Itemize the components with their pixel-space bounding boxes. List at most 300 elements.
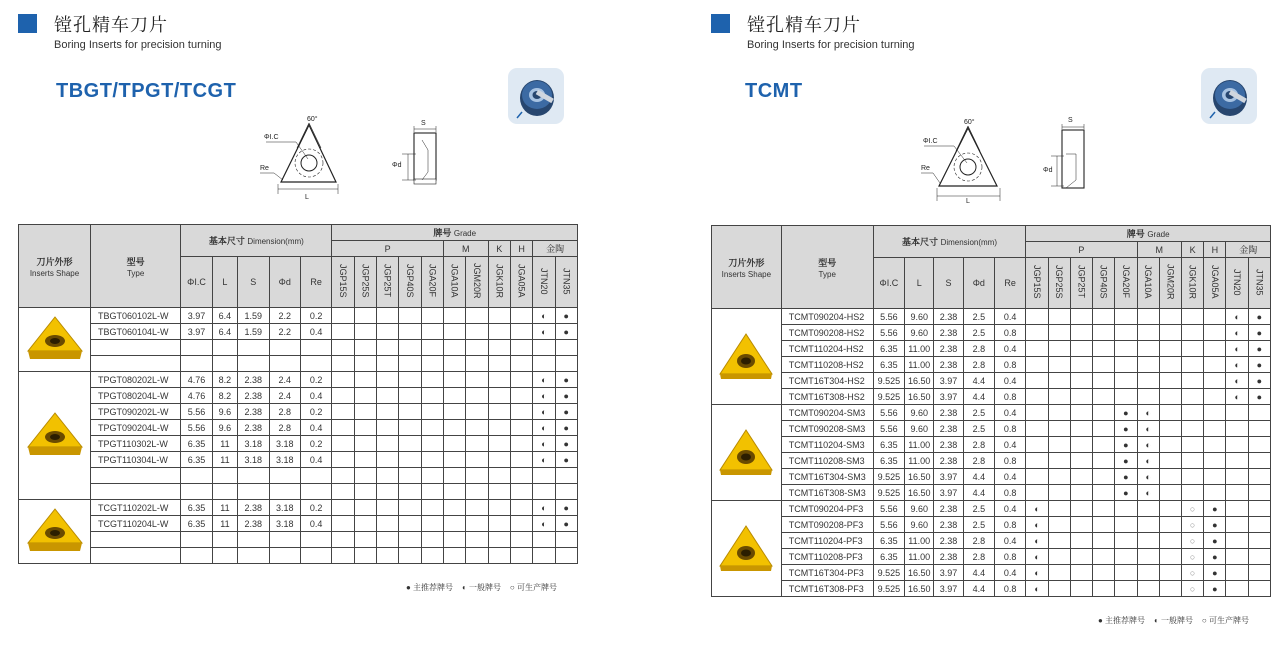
- grade-cell: [354, 404, 376, 420]
- d-cell: 2.5: [963, 421, 994, 437]
- s-cell: 2.38: [934, 517, 963, 533]
- grade-cell: [533, 484, 555, 500]
- ic-label: ΦI.C: [264, 134, 279, 141]
- grade-cell: [533, 388, 555, 404]
- grade-cell: [399, 500, 421, 516]
- grade-mark-avail: ○: [1189, 567, 1196, 578]
- grade-mark-rec: ●: [1256, 327, 1263, 338]
- table-row: [712, 469, 1271, 485]
- ic-cell: 6.35: [873, 549, 904, 565]
- l-cell: 11: [212, 436, 237, 452]
- grade-cell: [1159, 469, 1181, 485]
- s-cell: 3.97: [934, 373, 963, 389]
- header-grade: [1026, 226, 1271, 242]
- grade-mark-gen: ◐: [541, 326, 547, 337]
- grade-cell: [1226, 309, 1248, 325]
- grade-cell: [1248, 325, 1270, 341]
- table-row: [712, 421, 1271, 437]
- grade-cell: [1093, 437, 1115, 453]
- grade-cell: [1248, 581, 1270, 597]
- grade-mark-gen: ◐: [1145, 455, 1151, 466]
- d-cell: 2.8: [963, 549, 994, 565]
- grade-cell: [1159, 517, 1181, 533]
- grade-cell: [1226, 453, 1248, 469]
- grade-cell: [1181, 485, 1203, 501]
- d-cell: [269, 484, 300, 500]
- s-cell: 3.97: [934, 389, 963, 405]
- d-cell: 4.4: [963, 389, 994, 405]
- grade-cell: [466, 548, 488, 564]
- grade-cell: [332, 532, 354, 548]
- header-type: [781, 226, 873, 309]
- dim-header-3: Φd: [963, 258, 994, 309]
- table-row: [712, 357, 1271, 373]
- left-catalog-page: [18, 0, 578, 648]
- grade-mark-rec: ●: [1123, 455, 1129, 466]
- grade-cell: [1248, 549, 1270, 565]
- table-row: [19, 388, 578, 404]
- re-cell: 0.8: [995, 421, 1026, 437]
- grade-cell: [533, 372, 555, 388]
- grade-cell: [1048, 405, 1070, 421]
- type-cell: TCMT110204-HS2: [781, 341, 873, 357]
- grade-cell: [1048, 357, 1070, 373]
- grade-cell: [1204, 565, 1226, 581]
- s-cell: 1.59: [238, 308, 269, 324]
- grade-cell: [399, 532, 421, 548]
- grade-cell: [443, 468, 465, 484]
- dim-header-0: ΦI.C: [181, 257, 212, 308]
- right-catalog-page: [711, 0, 1271, 648]
- grade-header-jgp25t: [1070, 258, 1092, 309]
- grade-header-jga20f: [421, 257, 443, 308]
- grade-cell: [1159, 373, 1181, 389]
- grade-mark-rec: ●: [563, 438, 569, 449]
- grade-group-4: 金陶: [1226, 242, 1271, 258]
- grade-mark-gen: ◐: [1145, 471, 1151, 482]
- d-cell: 4.4: [963, 565, 994, 581]
- grade-cell: [1137, 549, 1159, 565]
- l-cell: [212, 468, 237, 484]
- type-cell: TCMT16T308-PF3: [781, 581, 873, 597]
- grade-cell: [510, 436, 532, 452]
- grade-cell: [332, 516, 354, 532]
- grade-mark-gen: ◐: [1034, 551, 1040, 562]
- grade-header-jtn35: [1248, 258, 1270, 309]
- grade-label: JTN35: [1254, 268, 1265, 296]
- grade-cell: [1026, 517, 1048, 533]
- grade-mark-avail: ○: [1189, 583, 1196, 594]
- grade-cell: [332, 484, 354, 500]
- l-cell: 11.00: [905, 357, 934, 373]
- grade-cell: [1070, 565, 1092, 581]
- grade-cell: [1137, 469, 1159, 485]
- grade-cell: [421, 324, 443, 340]
- s-cell: 3.97: [934, 565, 963, 581]
- grade-cell: [533, 340, 555, 356]
- grade-cell: [555, 404, 577, 420]
- grade-cell: [1115, 501, 1137, 517]
- grade-cell: [377, 500, 399, 516]
- l-cell: 11: [212, 452, 237, 468]
- ic-cell: 6.35: [181, 516, 212, 532]
- grade-mark-avail: ○: [1189, 503, 1196, 514]
- grade-cell: [443, 436, 465, 452]
- grade-cell: [533, 308, 555, 324]
- grade-cell: [377, 452, 399, 468]
- grade-cell: [354, 500, 376, 516]
- grade-mark-gen: ◐: [1034, 567, 1040, 578]
- grade-mark-rec: ●: [1256, 375, 1263, 386]
- grade-mark-rec: ●: [1212, 583, 1218, 594]
- grade-cell: [488, 324, 510, 340]
- grade-cell: [1093, 421, 1115, 437]
- ic-cell: 9.525: [873, 389, 904, 405]
- l-cell: 11.00: [905, 453, 934, 469]
- grade-cell: [1093, 549, 1115, 565]
- table-row: [19, 452, 578, 468]
- grade-cell: [1048, 549, 1070, 565]
- type-cell: [91, 548, 181, 564]
- s-cell: 2.38: [934, 325, 963, 341]
- ic-cell: 6.35: [181, 436, 212, 452]
- grade-cell: [1048, 421, 1070, 437]
- table-row: [19, 340, 578, 356]
- grade-cell: [466, 404, 488, 420]
- legend-recommended: ● 主推荐牌号: [406, 583, 454, 592]
- s-cell: 2.38: [238, 420, 269, 436]
- ic-cell: 9.525: [873, 485, 904, 501]
- grade-cell: [1181, 341, 1203, 357]
- grade-cell: [332, 468, 354, 484]
- table-row: [19, 548, 578, 564]
- legend-recommended: ● 主推荐牌号: [1098, 616, 1146, 625]
- grade-cell: [1181, 517, 1203, 533]
- table-row: [19, 484, 578, 500]
- angle-label: 60°: [307, 116, 318, 123]
- s-cell: 2.38: [238, 388, 269, 404]
- grade-cell: [1115, 565, 1137, 581]
- table-row: [19, 436, 578, 452]
- grade-cell: [1093, 341, 1115, 357]
- grade-cell: [1026, 405, 1048, 421]
- dim-header-2: S: [238, 257, 269, 308]
- grade-cell: [1159, 405, 1181, 421]
- grade-cell: [1204, 421, 1226, 437]
- grade-cell: [332, 420, 354, 436]
- table-row: [712, 405, 1271, 421]
- grade-cell: [1181, 309, 1203, 325]
- d-cell: 3.18: [269, 500, 300, 516]
- grade-mark-gen: ◐: [1034, 535, 1040, 546]
- grade-label: JGP40S: [405, 264, 415, 298]
- grade-cell: [1026, 501, 1048, 517]
- grade-cell: [1159, 309, 1181, 325]
- header-type-en: Type: [818, 269, 836, 279]
- re-cell: [300, 532, 331, 548]
- grade-cell: [1115, 453, 1137, 469]
- ic-cell: 5.56: [873, 309, 904, 325]
- grade-header-jga10a: [1137, 258, 1159, 309]
- re-cell: 0.4: [995, 437, 1026, 453]
- type-cell: [91, 484, 181, 500]
- d-cell: 4.4: [963, 581, 994, 597]
- grade-cell: [1159, 501, 1181, 517]
- header-dimension-cn: 基本尺寸: [208, 236, 245, 246]
- legend: [1098, 615, 1249, 626]
- l-cell: 6.4: [212, 308, 237, 324]
- grade-cell: [1115, 325, 1137, 341]
- grade-cell: [1093, 501, 1115, 517]
- grade-cell: [399, 356, 421, 372]
- header-grade-cn: 牌号: [433, 228, 452, 238]
- ic-cell: 5.56: [181, 420, 212, 436]
- ic-cell: 6.35: [873, 357, 904, 373]
- grade-cell: [510, 452, 532, 468]
- grade-cell: [1226, 501, 1248, 517]
- grade-cell: [1181, 565, 1203, 581]
- grade-cell: [354, 452, 376, 468]
- d-label: Φd: [392, 162, 402, 169]
- grade-cell: [1248, 565, 1270, 581]
- header-grade-cn: 牌号: [1126, 229, 1145, 239]
- grade-cell: [421, 484, 443, 500]
- grade-header-jgp25t: [377, 257, 399, 308]
- s-cell: 3.18: [238, 452, 269, 468]
- grade-cell: [443, 388, 465, 404]
- grade-mark-gen: ◐: [1145, 487, 1151, 498]
- l-cell: 11.00: [905, 533, 934, 549]
- table-row: [712, 517, 1271, 533]
- d-cell: [269, 468, 300, 484]
- grade-cell: [1026, 453, 1048, 469]
- grade-cell: [1115, 469, 1137, 485]
- insert-shape-cell: [19, 500, 91, 564]
- grade-cell: [1226, 549, 1248, 565]
- grade-cell: [466, 452, 488, 468]
- grade-cell: [1093, 405, 1115, 421]
- grade-cell: [1204, 437, 1226, 453]
- grade-group-2: K: [1181, 242, 1203, 258]
- grade-cell: [377, 436, 399, 452]
- grade-cell: [1070, 373, 1092, 389]
- grade-cell: [1026, 565, 1048, 581]
- legend: [406, 582, 557, 593]
- grade-cell: [488, 548, 510, 564]
- grade-cell: [1137, 373, 1159, 389]
- grade-cell: [488, 388, 510, 404]
- grade-mark-rec: ●: [563, 310, 569, 321]
- dim-header-4: Re: [995, 258, 1026, 309]
- grade-cell: [1093, 389, 1115, 405]
- grade-cell: [555, 532, 577, 548]
- grade-cell: [443, 324, 465, 340]
- grade-group-4: 金陶: [533, 241, 578, 257]
- ic-cell: 4.76: [181, 372, 212, 388]
- grade-cell: [488, 404, 510, 420]
- grade-cell: [510, 548, 532, 564]
- s-cell: [238, 468, 269, 484]
- grade-cell: [1137, 533, 1159, 549]
- grade-cell: [443, 356, 465, 372]
- header-dimension-cn: 基本尺寸: [902, 237, 939, 247]
- grade-header-jgk10r: [488, 257, 510, 308]
- grade-cell: [1248, 453, 1270, 469]
- insert-dimension-diagram: [250, 110, 450, 204]
- grade-cell: [1115, 533, 1137, 549]
- grade-cell: [510, 372, 532, 388]
- grade-header-jga05a: [510, 257, 532, 308]
- l-cell: 9.60: [905, 309, 934, 325]
- grade-cell: [1070, 405, 1092, 421]
- type-cell: TCMT110204-SM3: [781, 437, 873, 453]
- grade-cell: [488, 452, 510, 468]
- type-cell: TCMT110208-HS2: [781, 357, 873, 373]
- grade-cell: [466, 308, 488, 324]
- l-cell: 16.50: [905, 373, 934, 389]
- grade-cell: [1204, 501, 1226, 517]
- grade-cell: [1181, 533, 1203, 549]
- table-row: [19, 372, 578, 388]
- l-cell: 9.60: [905, 421, 934, 437]
- grade-cell: [1248, 405, 1270, 421]
- header-dimension: [873, 226, 1026, 258]
- grade-cell: [1248, 373, 1270, 389]
- grade-cell: [1181, 501, 1203, 517]
- grade-cell: [466, 420, 488, 436]
- s-cell: 2.38: [238, 516, 269, 532]
- grade-cell: [1115, 357, 1137, 373]
- grade-cell: [354, 468, 376, 484]
- grade-header-jtn35: [555, 257, 577, 308]
- grade-mark-gen: ◐: [1234, 375, 1240, 386]
- grade-cell: [1159, 389, 1181, 405]
- grade-cell: [1226, 581, 1248, 597]
- l-cell: [212, 532, 237, 548]
- grade-cell: [1226, 533, 1248, 549]
- grade-cell: [354, 324, 376, 340]
- grade-cell: [421, 356, 443, 372]
- grade-mark-rec: ●: [1256, 391, 1263, 402]
- type-cell: TCMT110208-SM3: [781, 453, 873, 469]
- grade-mark-rec: ●: [1123, 487, 1129, 498]
- s-cell: 2.38: [934, 437, 963, 453]
- grade-cell: [488, 516, 510, 532]
- grade-cell: [332, 388, 354, 404]
- grade-cell: [533, 452, 555, 468]
- grade-group-0: P: [1026, 242, 1137, 258]
- grade-cell: [510, 388, 532, 404]
- type-cell: TCMT16T308-SM3: [781, 485, 873, 501]
- s-cell: 2.38: [934, 549, 963, 565]
- l-cell: 11.00: [905, 437, 934, 453]
- grade-cell: [1026, 581, 1048, 597]
- type-cell: [91, 340, 181, 356]
- grade-cell: [533, 420, 555, 436]
- grade-cell: [1159, 325, 1181, 341]
- grade-mark-rec: ●: [1212, 535, 1218, 546]
- grade-cell: [1093, 565, 1115, 581]
- table-row: [19, 356, 578, 372]
- d-cell: 2.4: [269, 372, 300, 388]
- grade-header-jtn20: [533, 257, 555, 308]
- d-cell: 2.8: [963, 437, 994, 453]
- d-cell: [269, 532, 300, 548]
- grade-cell: [399, 436, 421, 452]
- s-cell: 2.38: [934, 533, 963, 549]
- d-cell: 3.18: [269, 516, 300, 532]
- grade-cell: [332, 404, 354, 420]
- s-cell: 2.38: [238, 500, 269, 516]
- grade-cell: [488, 356, 510, 372]
- grade-mark-gen: ◐: [541, 454, 547, 465]
- table-row: [19, 308, 578, 324]
- re-cell: 0.4: [995, 533, 1026, 549]
- angle-label: 60°: [964, 119, 975, 126]
- table-row: [712, 549, 1271, 565]
- grade-cell: [1026, 309, 1048, 325]
- grade-cell: [332, 324, 354, 340]
- grade-cell: [555, 420, 577, 436]
- re-cell: 0.4: [995, 373, 1026, 389]
- grade-mark-gen: ◐: [541, 390, 547, 401]
- grade-cell: [1159, 565, 1181, 581]
- grade-mark-rec: ●: [563, 390, 569, 401]
- type-cell: TCMT110208-PF3: [781, 549, 873, 565]
- grade-cell: [399, 420, 421, 436]
- grade-cell: [1070, 325, 1092, 341]
- grade-cell: [399, 452, 421, 468]
- grade-cell: [488, 484, 510, 500]
- grade-header-jgm20r: [1159, 258, 1181, 309]
- l-cell: [212, 356, 237, 372]
- type-cell: TCMT16T304-SM3: [781, 469, 873, 485]
- grade-cell: [466, 340, 488, 356]
- grade-cell: [354, 436, 376, 452]
- type-cell: TCMT090208-PF3: [781, 517, 873, 533]
- header-grade-en: Grade: [1147, 230, 1170, 239]
- header-shape-cn: 刀片外形: [728, 257, 765, 268]
- grade-cell: [332, 436, 354, 452]
- grade-cell: [1204, 517, 1226, 533]
- grade-cell: [1137, 421, 1159, 437]
- grade-cell: [399, 308, 421, 324]
- type-cell: TCGT110202L-W: [91, 500, 181, 516]
- grade-cell: [1226, 325, 1248, 341]
- grade-cell: [1226, 373, 1248, 389]
- header-dimension-en: Dimension(mm): [940, 238, 998, 247]
- grade-mark-gen: ◐: [1234, 343, 1240, 354]
- grade-header-jga10a: [443, 257, 465, 308]
- grade-cell: [1093, 357, 1115, 373]
- grade-cell: [1204, 373, 1226, 389]
- grade-cell: [354, 484, 376, 500]
- d-cell: 4.4: [963, 373, 994, 389]
- grade-cell: [332, 308, 354, 324]
- grade-cell: [1159, 453, 1181, 469]
- type-cell: TPGT090202L-W: [91, 404, 181, 420]
- grade-cell: [1115, 485, 1137, 501]
- grade-cell: [399, 340, 421, 356]
- s-cell: 2.38: [934, 309, 963, 325]
- grade-cell: [1048, 581, 1070, 597]
- grade-cell: [466, 500, 488, 516]
- grade-cell: [354, 532, 376, 548]
- grade-cell: [1048, 501, 1070, 517]
- grade-cell: [332, 372, 354, 388]
- d-cell: 2.8: [269, 404, 300, 420]
- s-cell: 2.38: [934, 421, 963, 437]
